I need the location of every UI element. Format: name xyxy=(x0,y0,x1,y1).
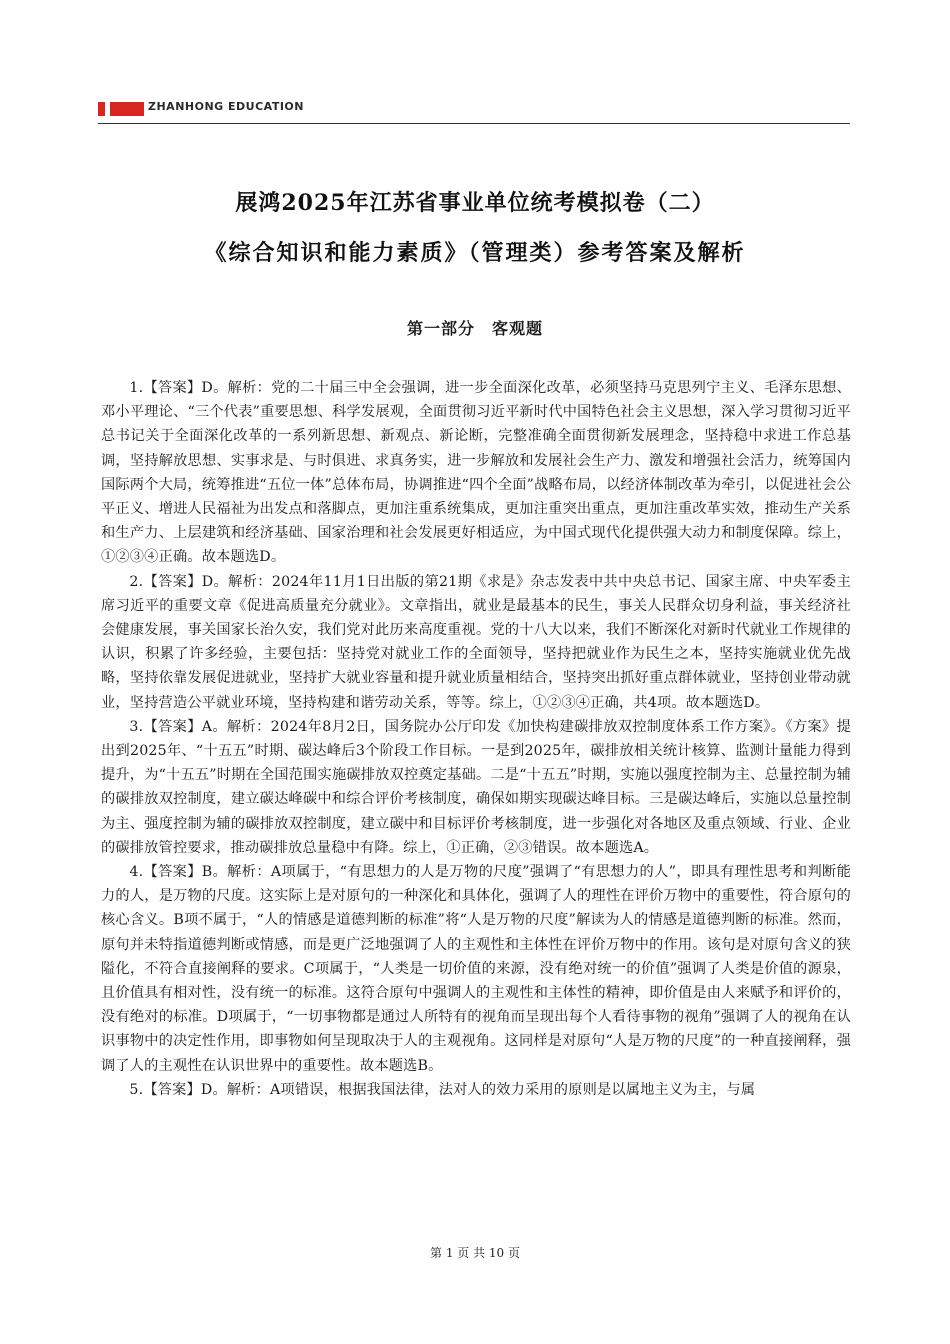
document-subtitle: 《综合知识和能力素质》（管理类）参考答案及解析 xyxy=(204,240,746,266)
answer-paragraph-1: 1.【答案】D。解析：党的二十届三中全会强调，进一步全面深化改革，必须坚持马克思列宁主义、毛泽东思想、邓小平理论、“三个代表”重要思想、科学发展观，全面贯彻习近平新时代中国特色社会主义思想，深入学习贯彻习近平总书记关于全面深化改革的一系列新思想、新观点、新论断，完整准确全面贯彻新发展理念，坚持稳中求进工作总基调，坚持解放思想、实事求是、与时俱进、求真务实，进一步解放和发展社会生产力、激发和增强社会活力，统筹国内国际两个大局，统筹推进“五位一体”总体布局，协调推进“四个全面”战略布局，以经济体制改革为牵引，以促进社会公平正义、增进人民福祉为出发点和落脚点，更加注重系统集成，更加注重突出重点，更加注重改革实效，推动生产关系和生产力、上层建筑和经济基础、国家治理和社会发展更好相适应，为中国式现代化提供强大动力和制度保障。综上，①②③④正确。故本题选D。 xyxy=(101,380,851,566)
page-header xyxy=(98,98,850,124)
logo-icon xyxy=(98,102,144,116)
logo-text: ZHANHONG EDUCATION xyxy=(148,100,304,113)
section-heading: 第一部分 客观题 xyxy=(406,319,543,338)
header-divider xyxy=(98,123,850,124)
answer-paragraph-4: 4.【答案】B。解析：A项属于，“有思想力的人是万物的尺度”强调了“有思想力的人”，即具有理性思考和判断能力的人，是万物的尺度。这实际上是对原句的一种深化和具体化，强调了人的理性在评价万物中的重要性，符合原句的核心含义。B项不属于，“人的情感是道德判断的标准”将“人是万物的尺度”解读为人的情感是道德判断的标准。然而，原句并未特指道德判断或情感，而是更广泛地强调了人的主观性和主体性在评价万物中的作用。该句是对原句含义的狭隘化，不符合直接阐释的要求。C项属于，“人类是一切价值的来源，没有绝对统一的价值”强调了人类是价值的源泉，且价值具有相对性，没有统一的标准。这符合原句中强调人的主观性和主体性的精神，即价值是由人来赋予和评价的，没有绝对的标准。D项属于，“一切事物都是通过人所特有的视角而呈现出每个人看待事物的视角”强调了人的视角在认识事物中的决定性作用，即事物如何呈现取决于人的主观视角。这同样是对原句“人是万物的尺度”的一种直接阐释，强调了人的主观性在认识世界中的重要性。故本题选B。 xyxy=(101,864,851,1074)
answer-paragraph-3: 3.【答案】A。解析：2024年8月2日，国务院办公厅印发《加快构建碳排放双控制度体系工作方案》。《方案》提出到2025年、“十五五”时期、碳达峰后3个阶段工作目标。一是到2025年，碳排放相关统计核算、监测计量能力得到提升，为“十五五”时期在全国范围实施碳排放双控奠定基础。二是“十五五”时期，实施以强度控制为主、总量控制为辅的碳排放双控制度，建立碳达峰碳中和综合评价考核制度，确保如期实现碳达峰目标。三是碳达峰后，实施以总量控制为主、强度控制为辅的碳排放双控制度，建立碳中和目标评价考核制度，进一步强化对各地区及重点领域、行业、企业的碳排放管控要求，推动碳排放总量稳中有降。综上，①正确，②③错误。故本题选A。 xyxy=(101,718,851,856)
document-title: 展鸿2025年江苏省事业单位统考模拟卷（二） xyxy=(235,190,715,216)
page-number: 第 1 页 共 10 页 xyxy=(430,1246,520,1260)
answer-paragraph-2: 2.【答案】D。解析：2024年11月1日出版的第21期《求是》杂志发表中共中央总书记、国家主席、中央军委主席习近平的重要文章《促进高质量充分就业》。文章指出，就业是最基本的民生，事关人民群众切身利益，事关经济社会健康发展，事关国家长治久安，我们党对此历来高度重视。党的十八大以来，我们不断深化对新时代就业工作规律的认识，积累了许多经验，主要包括：坚持党对就业工作的全面领导，坚持把就业作为民生之本，坚持实施就业优先战略，坚持依靠发展促进就业，坚持扩大就业容量和提升就业质量相结合，坚持突出抓好重点群体就业，坚持创业带动就业，坚持营造公平就业环境，坚持构建和谐劳动关系，等等。综上，①②③④正确，共4项。故本题选D。 xyxy=(101,573,851,711)
answer-body xyxy=(101,376,851,1102)
answer-paragraph-5: 5.【答案】D。解析：A项错误，根据我国法律，法对人的效力采用的原则是以属地主义为主，与属 xyxy=(129,1081,756,1098)
